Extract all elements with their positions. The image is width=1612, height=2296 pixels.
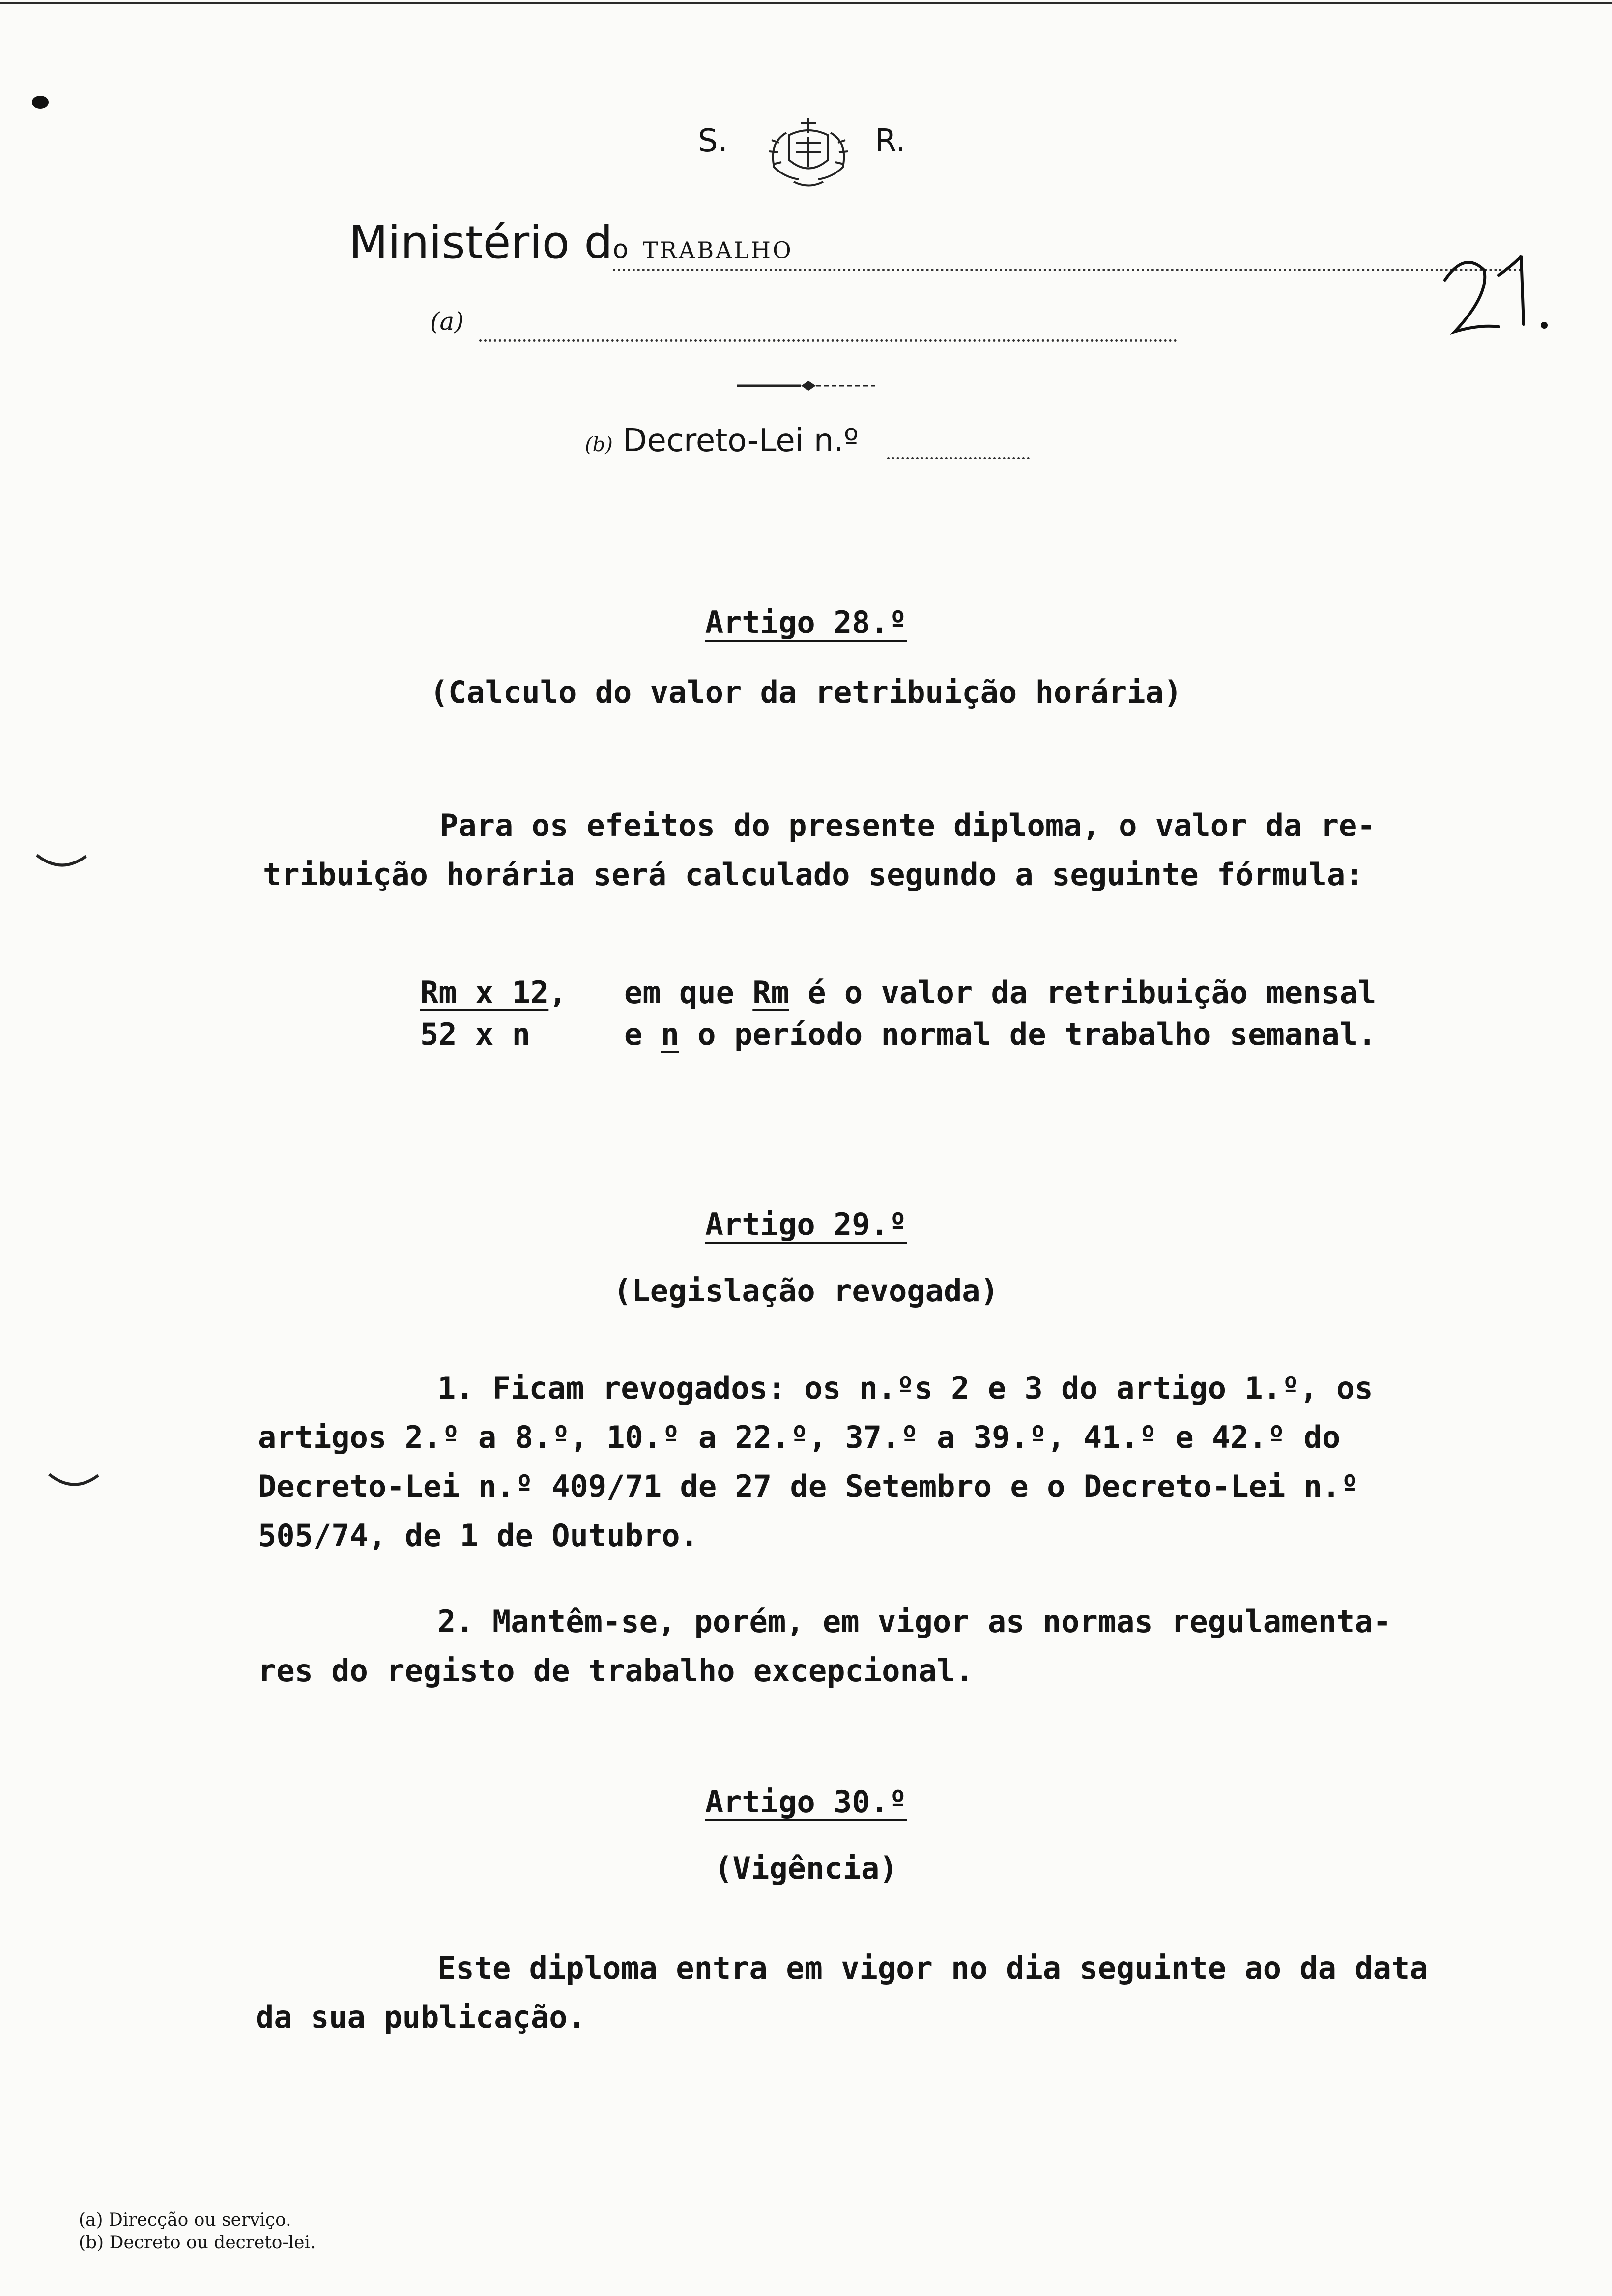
formula-denominator: 52 x n — [420, 1016, 530, 1052]
article-28-paragraph-line-1: Para os efeitos do presente diploma, o valor da re- — [440, 807, 1376, 843]
decree-line — [585, 423, 859, 459]
article-28-title: (Calculo do valor da retribuição horária) — [430, 674, 1182, 710]
field-a-line — [479, 315, 1177, 342]
field-b-label: (b) — [585, 433, 613, 456]
article-30-title: (Vigência) — [714, 1850, 898, 1886]
formula-var-n: n — [661, 1016, 679, 1052]
handwritten-number-drawing — [1435, 246, 1563, 344]
article-30-paragraph-line-1: Este diploma entra em vigor no dia seguinte ao da data — [437, 1950, 1428, 1986]
article-30-number: Artigo 30.º — [705, 1784, 907, 1820]
article-29-item-2-line-2: res do registo de trabalho excepcional. — [258, 1653, 974, 1689]
article-30-paragraph-line-2: da sua publicação. — [256, 1999, 586, 2035]
formula-numerator: Rm x 12, — [420, 975, 567, 1010]
article-29-item-1-line-2: artigos 2.º a 8.º, 10.º a 22.º, 37.º a 39.º, 41.º e 42.º do — [258, 1419, 1341, 1455]
article-29-title: (Legislação revogada) — [613, 1273, 999, 1309]
formula-var-rm: Rm — [752, 975, 789, 1010]
article-29-item-1-line-3: Decreto-Lei n.º 409/71 de 27 de Setembro e o Decreto-Lei n.º — [258, 1468, 1359, 1504]
article-28-number: Artigo 28.º — [705, 604, 907, 640]
formula-explanation-line-2 — [624, 1010, 1376, 1059]
scan-speck — [32, 96, 49, 109]
punch-hole-mark — [47, 1469, 101, 1494]
article-28-heading — [0, 604, 1612, 640]
coat-of-arms-icon — [759, 113, 858, 192]
ornament-divider — [737, 373, 875, 398]
header-left-letter: S. — [698, 123, 728, 159]
decree-number-line — [887, 437, 1030, 459]
article-29-item-1-line-4: 505/74, de 1 de Outubro. — [258, 1518, 698, 1553]
ministry-name: TRABALHO — [642, 237, 793, 263]
formula-numerator-text: Rm x 12 — [420, 975, 549, 1010]
formula-explanation-1-post: é o valor da retribuição mensal — [789, 975, 1377, 1010]
article-29-number: Artigo 29.º — [705, 1206, 907, 1242]
header-right-letter: R. — [875, 123, 906, 159]
punch-hole-mark — [34, 850, 88, 875]
top-edge-line — [0, 2, 1612, 4]
footnote-a: (a) Direcção ou serviço. — [79, 2210, 291, 2230]
decree-label: Decreto-Lei n.º — [623, 423, 859, 459]
ministry-suffix: o — [612, 235, 629, 264]
formula-explanation-1-pre: em que — [624, 975, 753, 1010]
formula-explanation-2-post: o período normal de trabalho semanal. — [679, 1016, 1377, 1052]
ministry-title — [349, 216, 1522, 271]
article-30-heading — [0, 1784, 1612, 1820]
footnote-b: (b) Decreto ou decreto-lei. — [79, 2233, 316, 2253]
ministry-prefix: Ministério d — [349, 216, 613, 269]
article-29-item-1-line-1: 1. Ficam revogados: os n.ºs 2 e 3 do artigo 1.º, os — [437, 1370, 1373, 1406]
field-a-label: (a) — [430, 307, 464, 336]
article-29-item-2-line-1: 2. Mantêm-se, porém, em vigor as normas regulamenta- — [437, 1604, 1392, 1639]
article-28-paragraph-line-2: tribuição horária será calculado segundo a seguinte fórmula: — [263, 857, 1364, 892]
header-letters — [698, 123, 906, 159]
article-29-heading — [0, 1206, 1612, 1242]
formula-explanation-2-pre: e — [624, 1016, 661, 1052]
handwritten-page-number — [1435, 246, 1563, 344]
